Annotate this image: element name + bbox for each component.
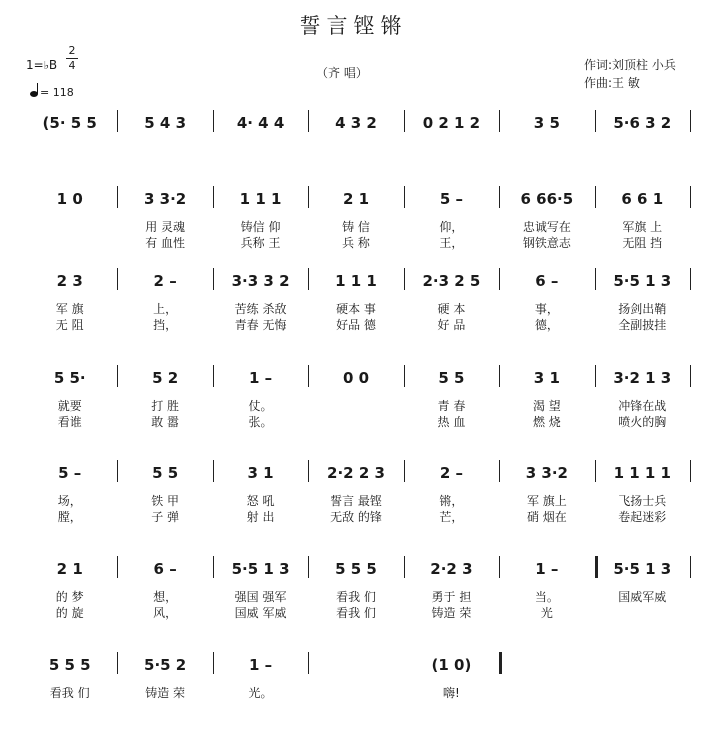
score-row: [0, 268, 707, 348]
lyric-verse-1: 怒 吼: [246, 494, 275, 508]
notes: 5 2: [152, 369, 179, 387]
barline: [404, 365, 405, 387]
lyric-verse-2: 风，: [153, 606, 178, 620]
barline: [117, 268, 118, 290]
lyric-verse-1: 忠诚写在: [522, 220, 571, 234]
notes: (5· 5 5: [42, 114, 97, 132]
measure: [408, 365, 495, 387]
lyric-verse-2: 无阻 挡: [622, 236, 663, 250]
lyric-verse-2: 硝 烟在: [526, 510, 567, 524]
barline: [117, 556, 118, 578]
lyric-verse-1: 看我 们: [336, 590, 376, 604]
notes: 5 –: [58, 464, 82, 482]
notes: 3 3·2: [525, 464, 568, 482]
meter-top: 2: [68, 44, 76, 57]
notes: 6 –: [535, 272, 559, 290]
barline: [595, 460, 596, 482]
performance-style: （齐 唱）: [316, 66, 368, 80]
lyric-verse-2: 看我 们: [336, 606, 376, 620]
barline: [499, 365, 500, 387]
lyric-verse-1: 铁 甲: [151, 494, 180, 508]
barline: [690, 365, 691, 387]
barline: [404, 186, 405, 208]
barline: [213, 460, 214, 482]
lyric-verse-1: 铸信 仰: [240, 220, 281, 234]
measure: [503, 268, 590, 290]
lyric-verse-1: 飞扬士兵: [618, 494, 667, 508]
lyric-verse-1: 军 旗上: [526, 494, 567, 508]
barline: [213, 365, 214, 387]
notes: 3 5: [533, 114, 560, 132]
notes: 1 1 1: [239, 190, 282, 208]
notes: 2·2 3: [430, 560, 473, 578]
measure: [599, 186, 686, 208]
lyric-verse-1: 硬 本: [437, 302, 466, 316]
lyric-verse-1: 的 梦: [55, 590, 84, 604]
notes: 6 6 1: [621, 190, 664, 208]
notes: 3 3·2: [144, 190, 187, 208]
time-signature: [66, 45, 78, 72]
lyric-verse-2: 好品 德: [336, 318, 376, 332]
barline: [690, 460, 691, 482]
notes: 2 –: [153, 272, 177, 290]
barline: [213, 186, 214, 208]
measure: [217, 268, 304, 290]
lyric-verse-2: 热 血: [437, 415, 466, 429]
measure: [408, 268, 495, 290]
measure: [26, 365, 113, 387]
barline: [308, 268, 309, 290]
lyric-verse-2: 光: [540, 606, 553, 620]
lyric-verse-2: 兵称 王: [240, 236, 281, 250]
lyric-verse-2: 膛，: [57, 510, 82, 524]
notes: 5 5: [438, 369, 465, 387]
lyric-verse-2: 燃 烧: [532, 415, 561, 429]
notes: 3 1: [533, 369, 560, 387]
lyric-verse-2: 兵 称: [342, 236, 370, 250]
measure: [599, 365, 686, 387]
lyric-verse-1: 仗。: [248, 399, 273, 413]
lyric-verse-1: 苦练 杀敌: [234, 302, 287, 316]
score-row: [0, 652, 707, 732]
key-prefix: 1=: [26, 58, 44, 72]
lyric-verse-1: 就要: [57, 399, 82, 413]
barline: [690, 556, 691, 578]
barline: [595, 556, 598, 578]
notes: 5·5 2: [144, 656, 187, 674]
notes: 3·2 1 3: [613, 369, 672, 387]
notes: 2·2 2 3: [327, 464, 385, 482]
lyric-verse-1: 事，: [534, 302, 559, 316]
barline: [404, 268, 405, 290]
lyric-verse-1: 看我 们: [49, 686, 90, 700]
measure: [312, 460, 399, 482]
notes: 6 66·5: [520, 190, 574, 208]
lyric-verse-2: 国威 军威: [234, 606, 287, 620]
barline: [308, 186, 309, 208]
measure: [121, 460, 208, 482]
barline: [690, 268, 691, 290]
notes: 5·5 1 3: [613, 272, 672, 290]
measure: [408, 460, 495, 482]
measure: [121, 652, 208, 674]
measure: [121, 268, 208, 290]
lyric-verse-1: 用 灵魂: [145, 220, 186, 234]
lyric-verse-1: 想，: [153, 590, 178, 604]
score-row: [0, 556, 707, 636]
notes: 1 0: [56, 190, 83, 208]
notes: 5 5·: [53, 369, 86, 387]
lyric-verse-2: 敢 嚣: [151, 415, 180, 429]
lyric-verse-1: 上，: [153, 302, 178, 316]
barline: [499, 186, 500, 208]
notes: 5 5: [152, 464, 179, 482]
lyric-verse-1: 誓言 最铿: [330, 494, 382, 508]
measure: [26, 186, 113, 208]
lyric-verse-1: 青 春: [437, 399, 466, 413]
lyric-verse-2: 喷火的胸: [618, 415, 667, 429]
credits: [584, 56, 676, 92]
lyric-verse-1: 勇于 担: [431, 590, 472, 604]
lyric-verse-1: 当。: [534, 590, 559, 604]
lyric-verse-2: 子 弹: [151, 510, 180, 524]
notes: 5 5 5: [48, 656, 91, 674]
notes: 1 –: [248, 369, 273, 387]
barline: [213, 110, 214, 132]
barline: [595, 365, 596, 387]
measure: [26, 556, 113, 578]
key-note: B: [48, 58, 58, 72]
measure: [599, 268, 686, 290]
key-signature: [26, 58, 57, 72]
lyric-verse-2: 青春 无悔: [234, 318, 287, 332]
measure: [121, 110, 208, 132]
tempo-value: = 118: [40, 86, 74, 99]
notes: 5 –: [439, 190, 463, 208]
composer: 作曲:王 敏: [584, 76, 640, 90]
lyric-verse-1: 仰，: [439, 220, 464, 234]
measure: [408, 110, 495, 132]
notes: 5·5 1 3: [613, 560, 672, 578]
notes: 5 4 3: [144, 114, 187, 132]
lyric-verse-1: 军旗 上: [622, 220, 663, 234]
measure: [121, 365, 208, 387]
measure: [121, 556, 208, 578]
measure: [503, 556, 590, 578]
notes: 2 –: [439, 464, 463, 482]
lyric-verse-2: 钢铁意志: [522, 236, 571, 250]
barline: [690, 110, 691, 132]
notes: 5 5 5: [335, 560, 377, 578]
measure: [503, 110, 590, 132]
barline: [499, 556, 500, 578]
lyric-verse-1: 铸造 荣: [145, 686, 186, 700]
notes: 0 0: [342, 369, 370, 387]
barline: [595, 268, 596, 290]
meter-bottom: 4: [68, 59, 76, 72]
notes: 1 –: [248, 656, 273, 674]
lyric-verse-1: 渴 望: [532, 399, 561, 413]
measure: [217, 460, 304, 482]
notes: 1 1 1 1: [613, 464, 671, 482]
measure: [312, 110, 399, 132]
score-row: [0, 365, 707, 445]
lyric-verse-2: 卷起迷彩: [618, 510, 667, 524]
flat-sign: ♭: [43, 59, 49, 72]
measure: [217, 652, 304, 674]
lyric-verse-2: 挡，: [153, 318, 178, 332]
barline: [308, 556, 309, 578]
barline: [690, 186, 691, 208]
lyric-verse-2: 铸造 荣: [431, 606, 472, 620]
lyric-verse-2: 无 阻: [55, 318, 84, 332]
measure: [217, 110, 304, 132]
notes: 3 1: [247, 464, 274, 482]
barline: [308, 652, 309, 674]
lyric-verse-1: 打 胜: [151, 399, 180, 413]
score-row: [0, 110, 707, 190]
measure: [408, 652, 495, 674]
measure: [26, 460, 113, 482]
lyric-verse-1: 光。: [248, 686, 273, 700]
measure: [503, 365, 590, 387]
measure: [599, 110, 686, 132]
barline: [117, 652, 118, 674]
measure: [408, 556, 495, 578]
lyric-verse-1: 场，: [57, 494, 82, 508]
barline: [213, 268, 214, 290]
measure: [599, 460, 686, 482]
barline: [117, 460, 118, 482]
notes: 0 2 1 2: [422, 114, 481, 132]
lyric-verse-1: 冲锋在战: [618, 399, 667, 413]
lyric-verse-2: 王，: [439, 236, 464, 250]
notes: 2 1: [56, 560, 83, 578]
barline: [117, 365, 118, 387]
barline: [499, 652, 502, 674]
lyric-verse-1: 锵，: [439, 494, 464, 508]
tempo-marking: [30, 86, 74, 99]
notes: 1 –: [535, 560, 559, 578]
barline: [308, 460, 309, 482]
score-row: [0, 186, 707, 266]
notes: 4· 4 4: [236, 114, 285, 132]
barline: [213, 652, 214, 674]
measure: [312, 186, 399, 208]
lyric-verse-2: 芒，: [439, 510, 464, 524]
measure: [408, 186, 495, 208]
barline: [499, 460, 500, 482]
barline: [404, 460, 405, 482]
measure: [312, 365, 399, 387]
barline: [117, 186, 118, 208]
song-title: 誓言铿锵: [299, 14, 408, 38]
lyric-verse-1: 嗨!: [443, 686, 460, 700]
measure: [217, 186, 304, 208]
lyric-verse-2: 全副披挂: [618, 318, 667, 332]
barline: [213, 556, 214, 578]
measure: [26, 110, 113, 132]
measure: [312, 268, 399, 290]
barline: [308, 365, 309, 387]
measure: [599, 556, 686, 578]
measure: [503, 186, 590, 208]
notes: 1 1 1: [335, 272, 377, 290]
notes: 3·3 3 2: [231, 272, 290, 290]
notes: 5·5 1 3: [231, 560, 290, 578]
lyric-verse-2: 有 血性: [145, 236, 186, 250]
notes: 6 –: [153, 560, 177, 578]
lyric-verse-2: 张。: [248, 415, 273, 429]
barline: [499, 110, 500, 132]
lyric-verse-2: 的 旋: [55, 606, 84, 620]
barline: [499, 268, 500, 290]
barline: [595, 186, 596, 208]
measure: [26, 268, 113, 290]
notes: 4 3 2: [335, 114, 377, 132]
lyric-verse-2: 射 出: [246, 510, 275, 524]
measure: [503, 460, 590, 482]
barline: [117, 110, 118, 132]
measure: [217, 556, 304, 578]
notes: (1 0): [431, 656, 472, 674]
lyric-verse-1: 扬剑出鞘: [618, 302, 667, 316]
barline: [404, 110, 405, 132]
measure: [312, 556, 399, 578]
lyric-verse-2: 德，: [534, 318, 559, 332]
quarter-note-icon: [30, 91, 38, 97]
barline: [308, 110, 309, 132]
lyric-verse-1: 强国 强军: [234, 590, 287, 604]
lyric-verse-1: 硬本 事: [336, 302, 376, 316]
lyric-verse-2: 看谁: [57, 415, 82, 429]
notes: 2 1: [342, 190, 370, 208]
lyric-verse-2: 无敌 的锋: [330, 510, 382, 524]
lyric-verse-2: 好 品: [437, 318, 466, 332]
measure: [121, 186, 208, 208]
barline: [404, 556, 405, 578]
barline: [595, 110, 596, 132]
lyric-verse-1: 铸 信: [342, 220, 370, 234]
notes: 2·3 2 5: [422, 272, 481, 290]
measure: [217, 365, 304, 387]
notes: 5·6 3 2: [613, 114, 672, 132]
lyricist: 作词:刘顶柱 小兵: [584, 58, 676, 72]
lyric-verse-1: 国威军威: [618, 590, 667, 604]
measure: [26, 652, 113, 674]
lyric-verse-1: 军 旗: [55, 302, 84, 316]
score-row: [0, 460, 707, 540]
notes: 2 3: [56, 272, 83, 290]
